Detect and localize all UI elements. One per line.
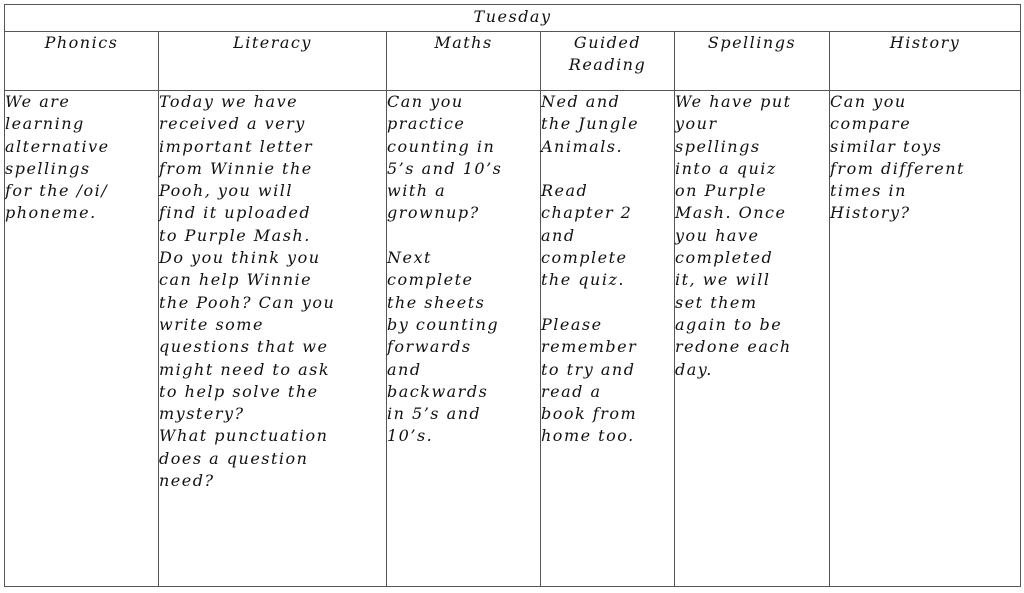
task-text: We are learning alternative spellings for the /oi/ phoneme. (5, 92, 110, 223)
header-literacy (159, 32, 387, 91)
cell-literacy (159, 91, 387, 587)
header-label: Maths (434, 33, 493, 52)
cell-guided-reading (541, 91, 675, 587)
cell-maths (387, 91, 541, 587)
cell-history (830, 91, 1021, 587)
cell-spellings (675, 91, 830, 587)
task-text: Can you compare similar toys from different times in History? (830, 92, 965, 223)
task-text: Ned and the Jungle Animals. Read chapter 2 and complete the quiz. Please remember to try and read a book from home too. (541, 92, 640, 446)
header-label: History (889, 33, 961, 52)
header-label: Spellings (707, 33, 797, 52)
header-label: Guided Reading (568, 33, 647, 74)
header-spellings (675, 32, 830, 91)
task-text: We have put your spellings into a quiz on Purple Mash. Once you have completed it, we will set them again to be redone each day. (675, 92, 792, 379)
header-maths (387, 32, 541, 91)
day-row (5, 5, 1021, 32)
subject-header-row (5, 32, 1021, 91)
header-phonics (5, 32, 159, 91)
task-text: Can you practice counting in 5’s and 10’s with a grownup? Next complete the sheets by counting forwards and backwards in 5’s and 10’s. (387, 92, 503, 446)
cell-phonics (5, 91, 159, 587)
task-text: Today we have received a very important letter from Winnie the Pooh, you will find it uploaded to Purple Mash. Do you think you can help Winnie the Pooh? Can you write some questions that we might need to ask to help solve the mystery? What punctuation does a question need? (159, 92, 336, 491)
header-label: Phonics (44, 33, 119, 52)
timetable (4, 4, 1021, 587)
header-history (830, 32, 1021, 91)
header-label: Literacy (233, 33, 312, 52)
task-row (5, 91, 1021, 587)
day-title: Tuesday (5, 5, 1021, 32)
header-guided-reading (541, 32, 675, 91)
